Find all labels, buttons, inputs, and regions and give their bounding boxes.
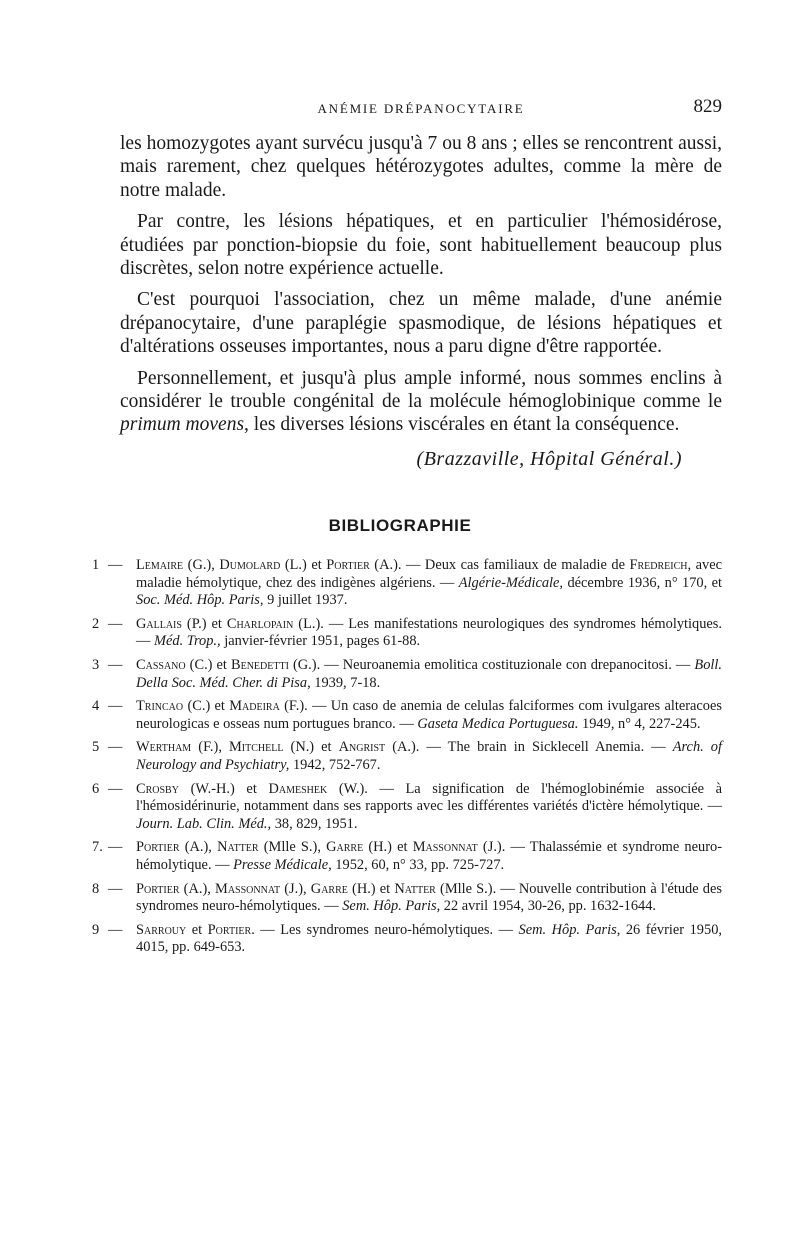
entry-dash: —: [108, 839, 123, 856]
author-name: Dumolard: [219, 557, 281, 573]
citation-text: (N.) et: [283, 739, 339, 756]
author-name: Garre: [310, 880, 348, 897]
citation-text: . — Les syndromes neuro-hémolytiques. —: [251, 921, 519, 938]
entry-number: 2: [92, 615, 100, 632]
author-name: Massonnat: [412, 839, 478, 856]
entry-number: 3: [92, 656, 100, 673]
citation-text: 22 avril 1954, 30-26, pp. 1632-1644.: [440, 898, 657, 915]
text-run: , les diverses lésions viscérales en étant la conséquence.: [244, 414, 680, 436]
entry-dash: —: [108, 880, 123, 897]
citation-text: (W.). — La signification de l'hémoglobinémie associée à l'hémosidérinurie, notamment dans ses rapports avec les différentes variétés d'ictère hémolytique. —: [136, 780, 722, 815]
bibliography-entry: [92, 698, 722, 733]
journal-title: Boll. Della Soc. Méd. Cher. di Pisa,: [136, 656, 722, 691]
page-header: [120, 96, 722, 120]
author-name: Portier: [326, 557, 370, 573]
citation-text: , avec maladie hémolytique, chez des indigènes algériens. —: [136, 557, 722, 591]
citation-text: (C.) et: [185, 656, 231, 673]
author-name: Massonnat: [215, 880, 281, 897]
author-name: Angrist: [338, 739, 386, 756]
journal-title: Arch. of Neurology and Psychiatry,: [136, 739, 723, 773]
body-paragraph: [120, 132, 722, 202]
citation-text: (G.). — Neuroanemia emolitica costituzionale con drepanocitosi. —: [288, 656, 695, 673]
entry-dash: —: [108, 739, 123, 756]
entry-dash: —: [108, 615, 123, 632]
journal-title: Sem. Hôp. Paris,: [342, 898, 441, 915]
author-name: Garre: [326, 839, 364, 856]
citation-text: (A.). — Deux cas familiaux de maladie de: [369, 557, 630, 573]
citation-text: (F.). — Un caso de anemia de celulas falciformes com ivulgares alteracoes neurologicas e osseas num portugues branco. —: [136, 698, 722, 732]
journal-title: Algérie-Médicale,: [458, 574, 564, 591]
citation-text: (J.),: [280, 880, 311, 897]
journal-title: Méd. Trop.,: [154, 633, 221, 650]
author-name: Portier: [136, 839, 180, 856]
author-name: Fredreich: [629, 557, 688, 573]
bibliography-entry: [92, 557, 722, 610]
citation-text: 1942, 752-767.: [289, 756, 381, 773]
citation-text: janvier-février 1951, pages 61-88.: [220, 633, 421, 650]
bibliography-entry: [92, 781, 722, 834]
citation-text: (J.). — Thalassémie et syndrome neuro-hémolytique. —: [136, 839, 722, 873]
author-name: Wertham: [136, 739, 192, 756]
entry-number: 5: [92, 739, 100, 756]
citation-text: (H.) et: [363, 839, 413, 856]
entry-number: 4: [92, 698, 100, 715]
citation-text: 9 juillet 1937.: [263, 592, 348, 609]
author-name: Trincao: [136, 698, 184, 715]
bibliography-entry: [92, 881, 722, 916]
bibliography-entry: [92, 922, 722, 957]
body-paragraph: [120, 288, 722, 358]
author-name: Cassano: [136, 656, 186, 673]
bibliography-heading: BIBLIOGRAPHIE: [328, 516, 472, 535]
citation-text: 26 février 1950, 4015, pp. 649-653.: [136, 921, 722, 956]
citation-text: (W.-H.) et: [178, 780, 269, 797]
entry-dash: —: [108, 698, 123, 715]
author-name: Gallais: [136, 615, 182, 632]
text-run: Par contre, les lésions hépatiques, et en particulier l'hémosidérose, étudiées par ponction-biopsie du foie, sont habituellement beaucoup plus discrètes, selon notre expérience actuelle.: [120, 211, 722, 280]
bibliography-entry: [92, 739, 722, 774]
citation-text: (L.). — Les manifestations neurologiques des syndromes hémolytiques. —: [136, 615, 722, 650]
author-name: Crosby: [136, 780, 179, 797]
citation-text: (P.) et: [181, 615, 227, 632]
body-text: [120, 132, 722, 445]
running-title: ANÉMIE DRÉPANOCYTAIRE: [317, 101, 525, 116]
author-name: Portier: [136, 880, 180, 897]
citation-text: décembre 1936, n° 170, et: [563, 574, 723, 591]
entry-number: 1: [92, 557, 100, 573]
text-run: Personnellement, et jusqu'à plus ample informé, nous sommes enclins à considérer le trouble congénital de la molécule hémoglobinique comme le: [120, 367, 722, 413]
citation-text: (A.),: [179, 880, 216, 897]
entry-number: 6: [92, 780, 100, 797]
citation-text: (H.) et: [347, 880, 395, 897]
journal-title: Journ. Lab. Clin. Méd.,: [136, 815, 272, 832]
author-name: Dameshek: [268, 780, 328, 797]
author-name: Natter: [217, 839, 259, 856]
author-name: Mitchell: [229, 739, 284, 756]
journal-title: Sem. Hôp. Paris,: [518, 921, 621, 938]
journal-title: Presse Médicale,: [233, 856, 332, 873]
citation-text: et: [186, 921, 208, 938]
citation-text: (L.) et: [280, 557, 327, 573]
entry-number: 9: [92, 921, 100, 938]
entry-number: 8: [92, 880, 100, 897]
text-run: primum movens: [120, 414, 245, 436]
bibliography-entry: [92, 839, 722, 874]
citation-text: (A.),: [179, 839, 218, 856]
bibliography-list: [92, 557, 722, 963]
entry-dash: —: [108, 557, 123, 573]
journal-title: Gaseta Medica Portuguesa.: [417, 715, 579, 732]
body-paragraph: [120, 367, 722, 437]
entry-dash: —: [108, 656, 123, 673]
author-name: Portier: [207, 921, 252, 938]
citation-text: 1949, n° 4, 227-245.: [578, 715, 701, 732]
bibliography-entry: [92, 657, 722, 692]
citation-text: (Mlle S.),: [258, 839, 327, 856]
citation-text: 1939, 7-18.: [310, 674, 381, 691]
author-name: Lemaire: [136, 557, 184, 573]
author-name: Natter: [394, 880, 436, 897]
author-name: Sarrouy: [136, 921, 187, 938]
entry-dash: —: [108, 921, 123, 938]
citation-text: (C.) et: [183, 698, 230, 715]
bibliography-entry: [92, 616, 722, 651]
author-name: Benedetti: [231, 656, 289, 673]
entry-dash: —: [108, 780, 123, 797]
author-name: Charlopain: [226, 615, 294, 632]
author-name: Madeira: [229, 698, 280, 715]
journal-title: Soc. Méd. Hôp. Paris,: [136, 592, 264, 609]
text-run: C'est pourquoi l'association, chez un même malade, d'une anémie drépanocytaire, d'une paraplégie spasmodique, de lésions hépatiques et d'altérations osseuses importantes, nous a paru digne d'être rapportée.: [120, 289, 722, 358]
citation-text: 1952, 60, n° 33, pp. 725-727.: [331, 856, 505, 873]
citation-text: (Mlle S.). — Nouvelle contribution à l'étude des syndromes neuro-hémolytiques. —: [136, 880, 722, 915]
citation-text: 38, 829, 1951.: [271, 815, 358, 832]
signature-line: (Brazzaville, Hôpital Général.): [416, 448, 682, 470]
page-number: 829: [693, 96, 722, 117]
entry-number: 7.: [92, 839, 103, 856]
citation-text: (F.),: [191, 739, 229, 756]
citation-text: (G.),: [183, 557, 220, 573]
body-paragraph: [120, 210, 722, 280]
text-run: les homozygotes ayant survécu jusqu'à 7 ou 8 ans ; elles se rencontrent aussi, mais rarement, chez quelques hétérozygotes adultes, comme la mère de notre malade.: [120, 133, 722, 201]
citation-text: (A.). — The brain in Sicklecell Anemia. —: [385, 739, 673, 756]
